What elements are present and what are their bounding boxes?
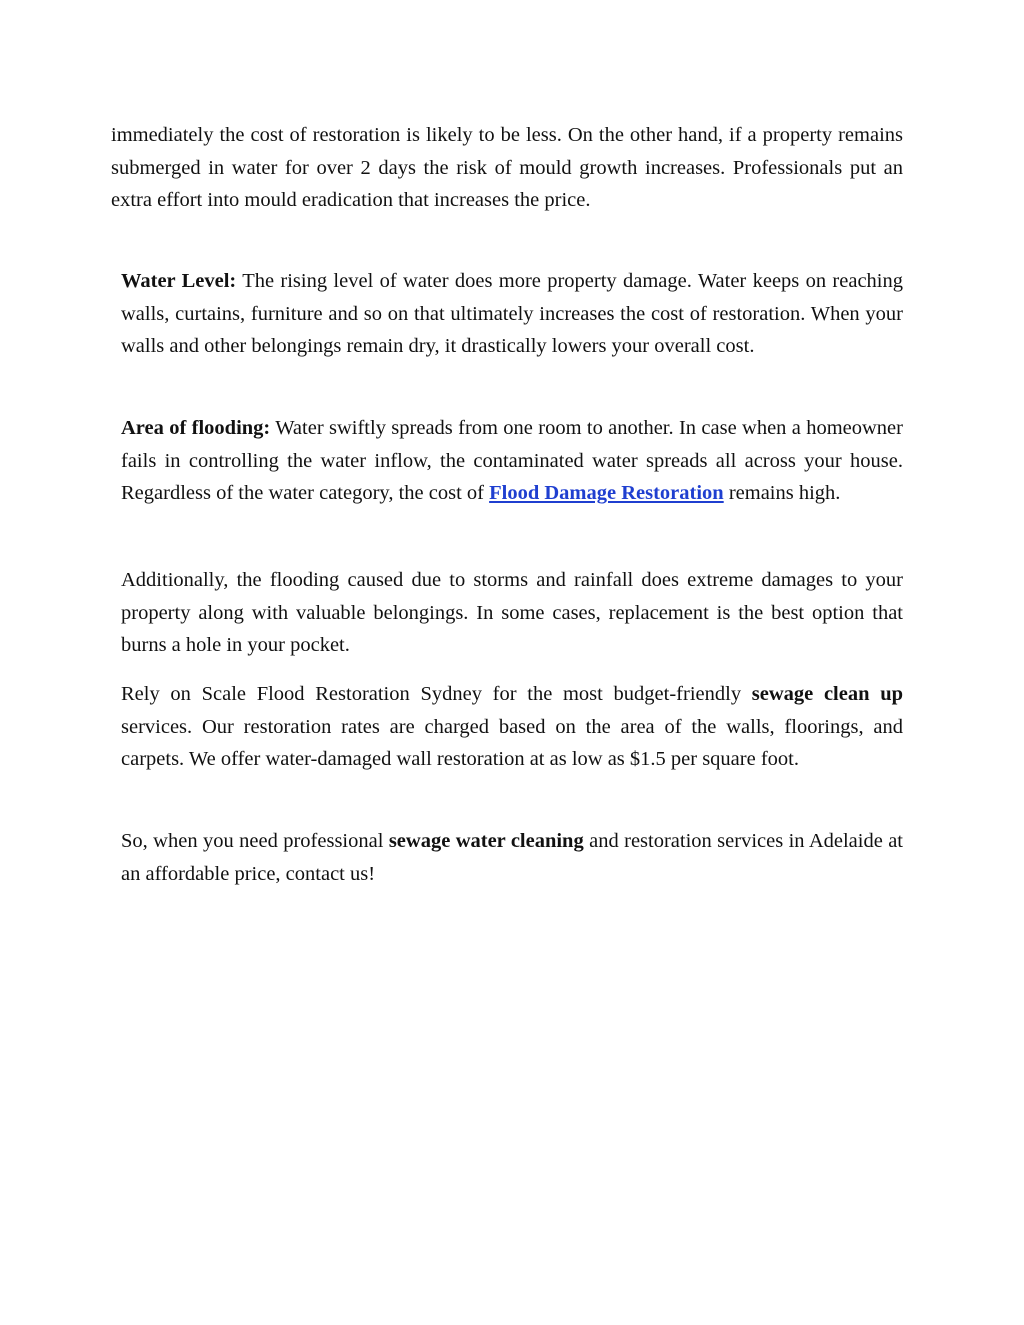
paragraph-water-level — [121, 265, 903, 363]
flood-damage-restoration-link[interactable]: Flood Damage Restoration — [489, 482, 724, 505]
paragraph-restoration-timing — [111, 119, 903, 217]
paragraph-text: and restoration services in Adelaide at an affordable price, contact us! — [121, 830, 904, 885]
paragraph-text: Rely on Scale Flood Restoration Sydney for the most budget-friendly — [121, 683, 752, 705]
paragraph-text: Water swiftly spreads from one room to another. In case when a homeowner fails in controlling the water inflow, the contaminated water spreads all across your house. Regardless of the water category, the cost of — [121, 417, 903, 505]
paragraph-sewage-clean-up — [121, 678, 903, 776]
sewage-water-cleaning-keyword: sewage water cleaning — [388, 830, 584, 852]
water-level-heading: Water Level: — [121, 270, 237, 292]
paragraph-text: immediately the cost of restoration is likely to be less. On the other hand, if a property remains submerged in water for over 2 days the risk of mould growth increases. Professionals put an extra effort into mould eradication that increases the price. — [111, 124, 903, 212]
paragraph-storm-damage — [121, 564, 903, 662]
paragraph-text: Additionally, the flooding caused due to storms and rainfall does extreme damages to your property along with valuable belongings. In some cases, replacement is the best option that burns a hole in your pocket. — [121, 569, 903, 657]
paragraph-text: remains high. — [723, 482, 841, 505]
area-of-flooding-heading: Area of flooding: — [121, 417, 271, 439]
sewage-clean-up-keyword: sewage clean up — [751, 683, 904, 705]
paragraph-text: services. Our restoration rates are charged based on the area of the walls, floorings, and carpets. We offer water-damaged wall restoration at as low as $1.5 per square foot. — [121, 715, 903, 771]
paragraph-text: The rising level of water does more property damage. Water keeps on reaching walls, curtains, furniture and so on that ultimately increases the cost of restoration. When your walls and other belongings remain dry, it drastically lowers your overall cost. — [121, 270, 903, 358]
paragraph-area-of-flooding — [121, 412, 903, 510]
paragraph-text: So, when you need professional — [121, 830, 389, 852]
paragraph-contact-us — [121, 825, 903, 890]
